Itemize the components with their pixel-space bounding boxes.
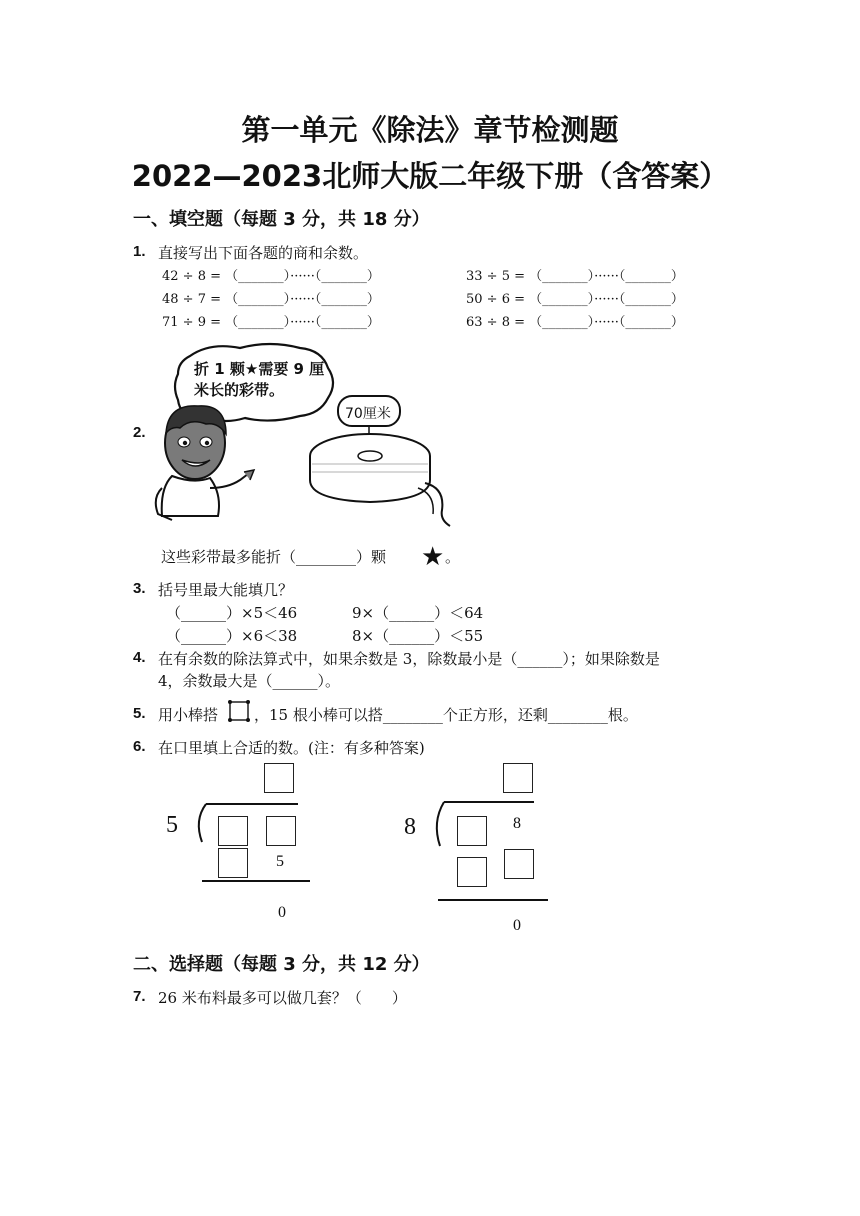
q5-number: 5. <box>133 705 146 722</box>
q2-answer-text: 这些彩带最多能折（________）颗 <box>161 548 387 566</box>
boy-body <box>162 476 219 516</box>
q1-row-3-left: 71 ÷ 9 = （_______）······（_______） <box>162 315 380 330</box>
quotient-box[interactable] <box>264 763 294 793</box>
product-box[interactable] <box>218 848 248 878</box>
q6-number: 6. <box>133 738 146 755</box>
q1-row-2-left: 48 ÷ 7 = （_______）······（_______） <box>162 292 380 307</box>
q6-text: 在口里填上合适的数。(注：有多种答案) <box>158 739 425 757</box>
section-1-heading: 一、填空题（每题 3 分，共 18 分） <box>133 209 430 230</box>
dividend-ones-digit: 8 <box>513 815 521 832</box>
remainder: 0 <box>513 917 521 934</box>
q3-number: 3. <box>133 580 146 597</box>
q1-row-2-right: 50 ÷ 6 = （_______）······（_______） <box>466 292 684 307</box>
q5-text-post: ，15 根小棒可以搭________个正方形，还剩________根。 <box>254 706 638 724</box>
dividend-ones-box[interactable] <box>266 816 296 846</box>
bubble-line-1: 折 1 颗★需要 9 厘 <box>194 360 325 378</box>
q5-text-pre: 用小棒搭 <box>158 706 219 724</box>
bubble-line-2: 米长的彩带。 <box>194 381 285 399</box>
title-line-2: 2022—2023北师大版二年级下册（含答案） <box>131 159 729 193</box>
divisor: 5 <box>166 812 178 838</box>
q3-text: 括号里最大能填几？ <box>158 581 294 599</box>
q3-row-1b: 9×（______）＜64 <box>352 604 484 622</box>
q7-text: 26 米布料最多可以做几套？（ ） <box>158 989 407 1007</box>
q4-number: 4. <box>133 649 146 666</box>
star-icon: ★ <box>421 542 445 572</box>
section-2-heading: 二、选择题（每题 3 分，共 12 分） <box>133 954 430 975</box>
subtrahend-digit: 5 <box>276 853 284 870</box>
q2-number: 2. <box>133 424 146 441</box>
quotient-box[interactable] <box>503 763 533 793</box>
subtraction-line <box>438 899 548 901</box>
ribbon-length-label: 70厘米 <box>345 406 391 422</box>
q1-row-1-right: 33 ÷ 5 = （_______）······（_______） <box>466 269 684 284</box>
product-tens-box[interactable] <box>457 857 487 887</box>
q1-row-3-right: 63 ÷ 8 = （_______）······（_______） <box>466 315 684 330</box>
stick-square-icon <box>226 698 252 724</box>
q4-line-1: 在有余数的除法算式中，如果余数是 3，除数最小是（______）；如果除数是 <box>158 650 660 668</box>
q3-row-2b: 8×（______）＜55 <box>352 627 484 645</box>
q3-row-2a: （______）×6＜38 <box>166 627 298 645</box>
q3-row-1a: （______）×5＜46 <box>166 604 298 622</box>
title-line-1: 第一单元《除法》章节检测题 <box>241 113 619 147</box>
q7-number: 7. <box>133 988 146 1005</box>
remainder: 0 <box>278 904 286 921</box>
q1-row-1-left: 42 ÷ 8 = （_______）······（_______） <box>162 269 380 284</box>
dividend-tens-box[interactable] <box>457 816 487 846</box>
q1-number: 1. <box>133 243 146 260</box>
product-ones-box[interactable] <box>504 849 534 879</box>
dividend-tens-box[interactable] <box>218 816 248 846</box>
q4-line-2: 4，余数最大是（______）。 <box>158 672 341 690</box>
q1-text: 直接写出下面各题的商和余数。 <box>158 244 369 262</box>
divisor: 8 <box>404 814 416 840</box>
subtraction-line <box>202 880 310 882</box>
q2-answer-suffix: 。 <box>445 548 461 566</box>
